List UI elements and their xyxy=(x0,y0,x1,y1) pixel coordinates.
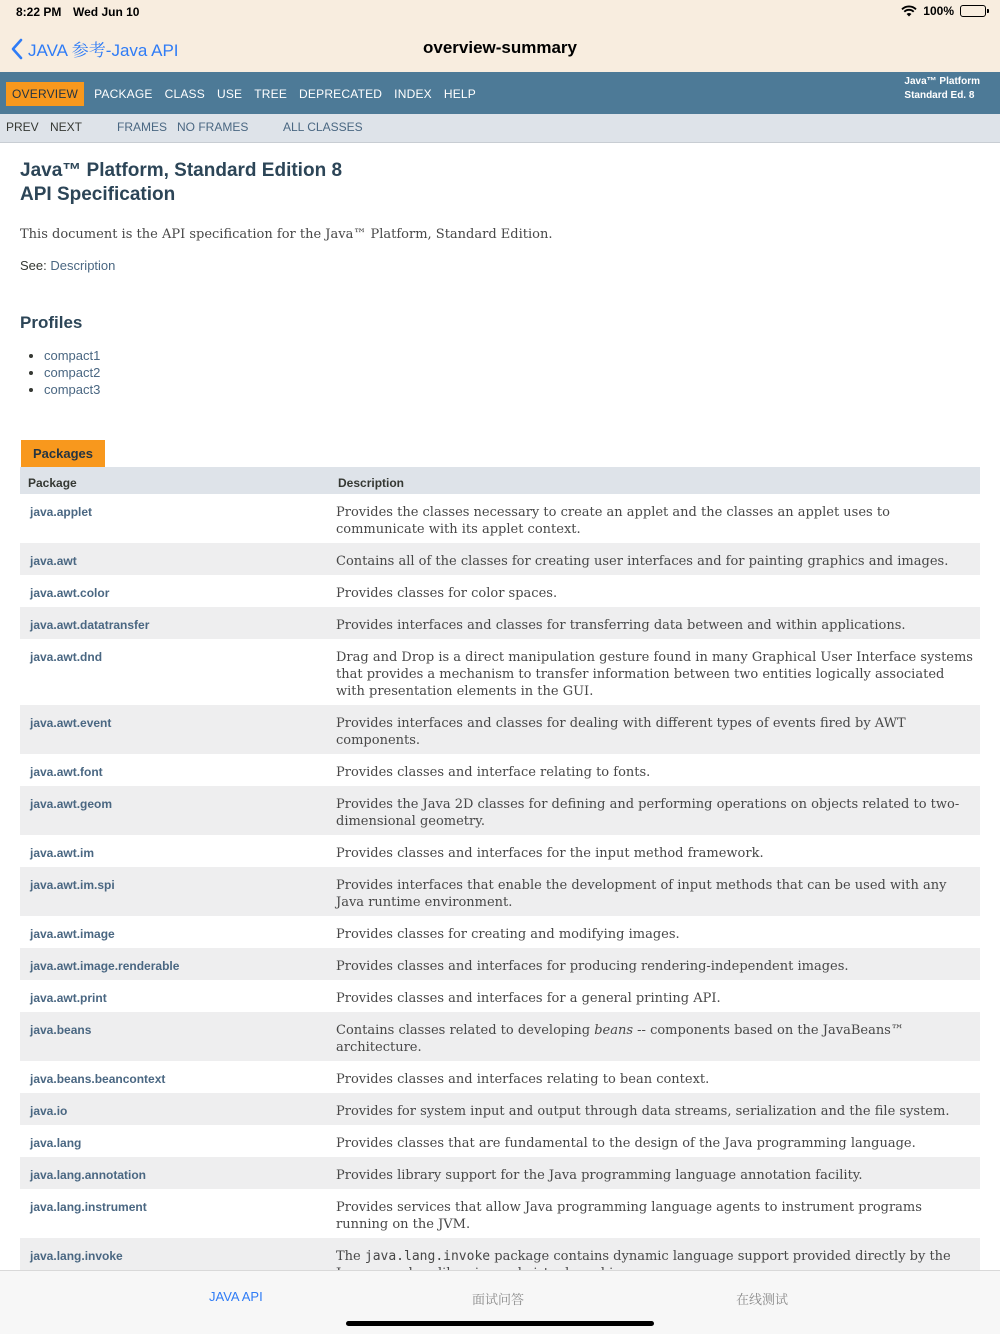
table-row xyxy=(20,1189,980,1238)
nav-help[interactable]: HELP xyxy=(443,87,477,101)
column-header-package: Package xyxy=(20,467,330,494)
table-row xyxy=(20,607,980,639)
desc-emphasis: beans xyxy=(594,1023,634,1038)
nav-overview[interactable]: OVERVIEW xyxy=(6,82,84,106)
table-row xyxy=(20,835,980,867)
package-description: Provides classes and interfaces for a general printing API. xyxy=(336,991,721,1006)
package-link[interactable]: java.awt.geom xyxy=(30,797,113,811)
package-link[interactable]: java.awt.font xyxy=(30,765,103,779)
no-frames-link[interactable]: NO FRAMES xyxy=(177,120,249,134)
package-description: Provides interfaces that enable the development of input methods that can be used with any Java runtime environment. xyxy=(330,867,980,916)
nav-deprecated[interactable]: DEPRECATED xyxy=(299,87,383,101)
package-description: Provides classes for creating and modifying images. xyxy=(336,927,680,942)
package-link[interactable]: java.applet xyxy=(30,505,93,519)
package-description xyxy=(330,1012,980,1061)
status-time: 8:22 PM xyxy=(16,5,62,19)
about-language xyxy=(904,75,980,103)
table-row xyxy=(20,1012,980,1061)
frames-link[interactable]: FRAMES xyxy=(117,120,168,134)
package-description: Drag and Drop is a direct manipulation gesture found in many Graphical User Interface systems that provides a mechanism to transfer information between two entities logically associated with presentation elements in the GUI. xyxy=(336,650,973,699)
package-description: Provides classes for color spaces. xyxy=(336,586,558,601)
package-link[interactable]: java.awt xyxy=(30,554,77,568)
doc-title xyxy=(20,159,342,207)
package-description: Provides classes and interfaces for the input method framework. xyxy=(336,846,764,861)
top-nav-items xyxy=(6,82,482,106)
intro-text: This document is the API specification for the Java™ Platform, Standard Edition. xyxy=(20,227,553,242)
table-row xyxy=(20,575,980,607)
desc-text: package contains dynamic language support provided directly by the xyxy=(494,1249,951,1264)
about-line-2: Standard Ed. 8 xyxy=(904,90,975,101)
description-link[interactable]: Description xyxy=(50,258,116,273)
package-link[interactable]: java.lang xyxy=(30,1136,82,1150)
package-description: Provides interfaces and classes for transferring data between and within applications. xyxy=(330,607,980,639)
table-row xyxy=(20,1157,980,1189)
nav-class[interactable]: CLASS xyxy=(164,87,205,101)
package-description: Provides the classes necessary to create an applet and the classes an applet uses to communicate with its applet context. xyxy=(336,505,890,537)
desc-text: The xyxy=(336,1249,365,1264)
package-description: Provides classes and interfaces for producing rendering-independent images. xyxy=(330,948,980,980)
profile-link-compact2[interactable]: compact2 xyxy=(44,365,101,380)
table-row xyxy=(20,754,980,786)
package-description: Provides the Java 2D classes for defining and performing operations on objects related to two-dimensional geometry. xyxy=(330,786,980,835)
package-link[interactable]: java.awt.datatransfer xyxy=(30,618,150,632)
package-link[interactable]: java.awt.dnd xyxy=(30,650,103,664)
wifi-icon xyxy=(901,5,917,17)
package-link[interactable]: java.lang.annotation xyxy=(30,1168,147,1182)
all-classes-link[interactable]: ALL CLASSES xyxy=(283,120,363,134)
back-label: JAVA 参考-Java API xyxy=(28,41,179,60)
doc-title-line-1: Java™ Platform, Standard Edition 8 xyxy=(20,160,343,181)
nav-tree[interactable]: TREE xyxy=(254,87,288,101)
table-row xyxy=(20,1125,980,1157)
package-link[interactable]: java.beans.beancontext xyxy=(30,1072,166,1086)
desc-text: Contains classes related to developing xyxy=(336,1023,595,1038)
package-link[interactable]: java.lang.instrument xyxy=(30,1200,147,1214)
package-link[interactable]: java.awt.event xyxy=(30,716,112,730)
table-row xyxy=(20,980,980,1012)
package-description: Provides classes that are fundamental to the design of the Java programming language. xyxy=(336,1136,916,1151)
table-row xyxy=(20,639,980,705)
table-row xyxy=(20,786,980,835)
package-description: Provides for system input and output through data streams, serialization and the file system. xyxy=(330,1093,980,1125)
package-description: Contains all of the classes for creating user interfaces and for painting graphics and images. xyxy=(330,543,980,575)
next-link[interactable]: NEXT xyxy=(50,120,83,134)
tab-java-api[interactable]: JAVA API xyxy=(209,1289,263,1304)
package-link[interactable]: java.awt.color xyxy=(30,586,110,600)
package-description: Provides classes and interface relating to fonts. xyxy=(336,765,651,780)
profile-link-compact1[interactable]: compact1 xyxy=(44,348,101,363)
package-link[interactable]: java.awt.image.renderable xyxy=(30,959,180,973)
desc-code: java.lang.invoke xyxy=(364,1249,491,1264)
prev-link[interactable]: PREV xyxy=(6,120,39,134)
column-header-description: Description xyxy=(330,467,980,494)
package-link[interactable]: java.awt.im.spi xyxy=(30,878,115,892)
tab-interview-qa[interactable]: 面试问答 xyxy=(472,1292,525,1307)
profile-link-compact3[interactable]: compact3 xyxy=(44,382,101,397)
battery-percent: 100% xyxy=(923,4,954,18)
package-link[interactable]: java.beans xyxy=(30,1023,92,1037)
nav-use[interactable]: USE xyxy=(216,87,243,101)
javadoc-sub-nav xyxy=(0,114,1000,143)
status-bar xyxy=(0,0,1000,24)
doc-title-line-2: API Specification xyxy=(20,184,176,205)
see-line xyxy=(20,258,115,273)
nav-index[interactable]: INDEX xyxy=(394,87,432,101)
package-link[interactable]: java.awt.image xyxy=(30,927,115,941)
battery-icon xyxy=(960,5,986,17)
table-row xyxy=(20,1061,980,1093)
package-link[interactable]: java.lang.invoke xyxy=(30,1249,123,1263)
javadoc-top-nav xyxy=(0,72,1000,114)
package-link[interactable]: java.io xyxy=(30,1104,68,1118)
table-row xyxy=(20,494,980,543)
about-line-1: Java™ Platform xyxy=(904,76,980,87)
package-description: Provides interfaces and classes for dealing with different types of events fired by AWT components. xyxy=(330,705,980,754)
package-link[interactable]: java.awt.print xyxy=(30,991,107,1005)
see-label: See: xyxy=(20,258,51,273)
table-row xyxy=(20,705,980,754)
packages-table xyxy=(20,467,980,1287)
tab-online-test[interactable]: 在线测试 xyxy=(736,1292,789,1307)
package-description: Provides services that allow Java programming language agents to instrument programs running on the JVM. xyxy=(336,1200,922,1232)
packages-caption: Packages xyxy=(21,440,105,467)
page-title: overview-summary xyxy=(422,38,578,57)
profiles-heading: Profiles xyxy=(20,313,83,332)
table-row xyxy=(20,916,980,948)
status-right xyxy=(901,4,986,18)
home-indicator[interactable] xyxy=(346,1321,654,1326)
ios-top-chrome xyxy=(0,0,1000,72)
table-header-row xyxy=(20,467,980,494)
list-item xyxy=(44,347,100,364)
list-item xyxy=(44,364,100,381)
profiles-list xyxy=(44,347,100,398)
table-row xyxy=(20,867,980,916)
package-description: Provides classes and interfaces relating to bean context. xyxy=(336,1072,710,1087)
desc-text: -- components based on the JavaBeans™ architecture. xyxy=(336,1023,904,1055)
table-row xyxy=(20,1093,980,1125)
package-description: Provides library support for the Java programming language annotation facility. xyxy=(330,1157,980,1189)
table-row xyxy=(20,948,980,980)
table-row xyxy=(20,543,980,575)
list-item xyxy=(44,381,100,398)
status-date: Wed Jun 10 xyxy=(73,5,140,19)
nav-package[interactable]: PACKAGE xyxy=(94,87,153,101)
package-link[interactable]: java.awt.im xyxy=(30,846,95,860)
